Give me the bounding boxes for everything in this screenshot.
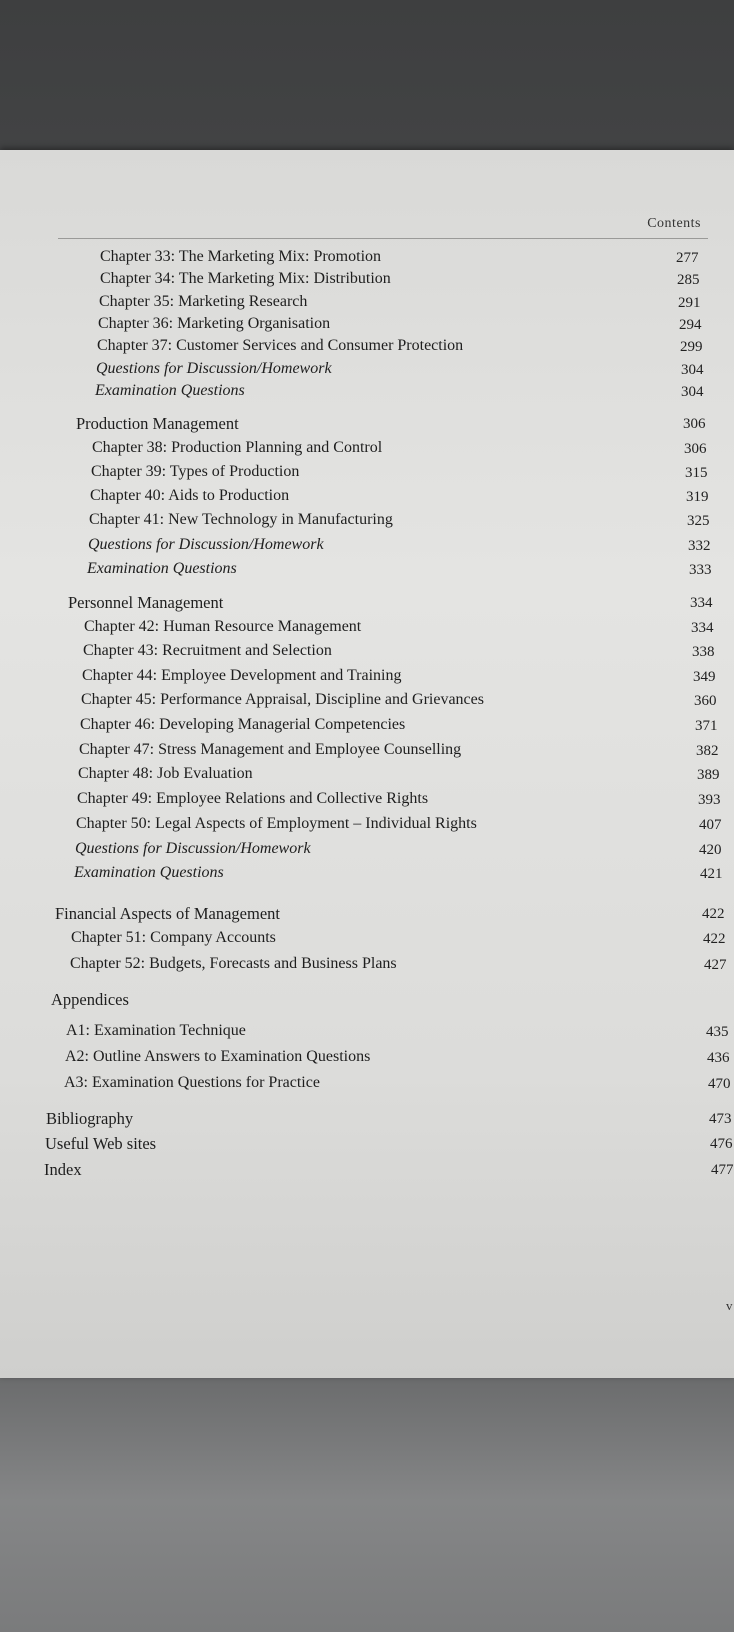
toc-entry-page: 315 [685, 465, 708, 481]
running-header: Contents [647, 216, 701, 231]
toc-entry-page: 476 [710, 1136, 733, 1152]
toc-entry-label: Questions for Discussion/Homework [75, 840, 311, 857]
toc-entry-label: A3: Examination Questions for Practice [64, 1074, 320, 1091]
toc-entry-label: Useful Web sites [45, 1134, 157, 1153]
toc-entry-page: 470 [708, 1076, 731, 1092]
toc-entry-page: 435 [706, 1024, 729, 1040]
toc-entry-label: Chapter 42: Human Resource Management [84, 618, 362, 635]
toc-entry-label: A1: Examination Technique [66, 1022, 246, 1039]
toc-entry-label: Chapter 47: Stress Management and Employee Counselling [79, 741, 462, 758]
toc-entry-page: 421 [700, 866, 723, 882]
background-surface [0, 1372, 734, 1632]
toc-entry-label: Examination Questions [74, 864, 224, 881]
toc-entry-page: 334 [690, 595, 713, 611]
page-number-mark: v [726, 1298, 733, 1313]
toc-entry-label: Chapter 43: Recruitment and Selection [83, 642, 332, 659]
header-rule [58, 238, 708, 239]
toc-entry-page: 338 [692, 644, 715, 660]
toc-entry-page: 304 [681, 362, 704, 378]
toc-entry-page: 382 [696, 743, 719, 759]
toc-entry-label: Chapter 41: New Technology in Manufacturing [89, 511, 393, 528]
toc-entry-page: 306 [683, 416, 706, 432]
toc-entry-label: Examination Questions [95, 382, 245, 399]
toc-entry-label: Chapter 44: Employee Development and Training [82, 667, 402, 684]
toc-entry-label: Chapter 38: Production Planning and Control [92, 439, 383, 456]
toc-entry-page: 304 [681, 384, 704, 400]
toc-entry-page: 389 [697, 767, 720, 783]
toc-entry-page: 473 [709, 1111, 732, 1127]
toc-entry-page: 436 [707, 1050, 730, 1066]
toc-entry-label: Questions for Discussion/Homework [96, 360, 332, 377]
toc-entry-label: Production Management [76, 414, 239, 433]
toc-entry-page: 325 [687, 513, 710, 529]
toc-entry-label: Chapter 40: Aids to Production [90, 487, 290, 504]
toc-entry-label: Appendices [51, 990, 129, 1009]
toc-entry-label: Chapter 51: Company Accounts [71, 929, 276, 946]
toc-entry-label: Chapter 45: Performance Appraisal, Discipline and Grievances [81, 691, 484, 708]
toc-entry-label: Bibliography [46, 1109, 134, 1128]
toc-entry-label: Examination Questions [87, 560, 237, 577]
toc-entry-label: Questions for Discussion/Homework [88, 536, 324, 553]
toc-entry-page: 477 [711, 1162, 734, 1178]
toc-entry-page: 294 [679, 317, 702, 333]
toc-entry-page: 333 [689, 562, 712, 578]
toc-entry-page: 332 [688, 538, 711, 554]
toc-entry-page: 422 [703, 931, 726, 947]
toc-entry-page: 407 [699, 817, 722, 833]
toc-entry-label: Financial Aspects of Management [55, 904, 280, 923]
toc-entry-label: A2: Outline Answers to Examination Questions [65, 1048, 371, 1065]
toc-entry-page: 422 [702, 906, 725, 922]
toc-entry-page: 360 [694, 693, 717, 709]
toc-entry-page: 319 [686, 489, 709, 505]
toc-entry-page: 299 [680, 339, 703, 355]
toc-entry-label: Index [44, 1160, 82, 1179]
book-page [0, 150, 734, 1378]
toc-entry-page: 349 [693, 669, 716, 685]
toc-entry-label: Chapter 49: Employee Relations and Collective Rights [77, 790, 429, 807]
toc-entry-page: 285 [677, 272, 700, 288]
toc-entry-page: 306 [684, 441, 707, 457]
toc-entry-label: Chapter 52: Budgets, Forecasts and Business Plans [70, 955, 397, 972]
toc-entry-label: Personnel Management [68, 593, 224, 612]
toc-entry-page: 420 [699, 842, 722, 858]
toc-entry-page: 277 [676, 250, 699, 266]
toc-entry-label: Chapter 35: Marketing Research [99, 293, 308, 310]
toc-entry-page: 334 [691, 620, 714, 636]
toc-entry-label: Chapter 36: Marketing Organisation [98, 315, 331, 332]
toc-entry-page: 291 [678, 295, 701, 311]
toc-entry-page: 393 [698, 792, 721, 808]
toc-entry-label: Chapter 46: Developing Managerial Competencies [80, 716, 406, 733]
toc-entry-label: Chapter 48: Job Evaluation [78, 765, 253, 782]
toc-entry-page: 371 [695, 718, 718, 734]
toc-entry-label: Chapter 34: The Marketing Mix: Distribution [100, 270, 391, 287]
toc-entry-page: 427 [704, 957, 727, 973]
toc-entry-label: Chapter 39: Types of Production [91, 463, 300, 480]
toc-entry-label: Chapter 50: Legal Aspects of Employment – Individual Rights [76, 815, 477, 832]
toc-entry-label: Chapter 33: The Marketing Mix: Promotion [100, 248, 382, 265]
toc-entry-label: Chapter 37: Customer Services and Consumer Protection [97, 337, 464, 354]
